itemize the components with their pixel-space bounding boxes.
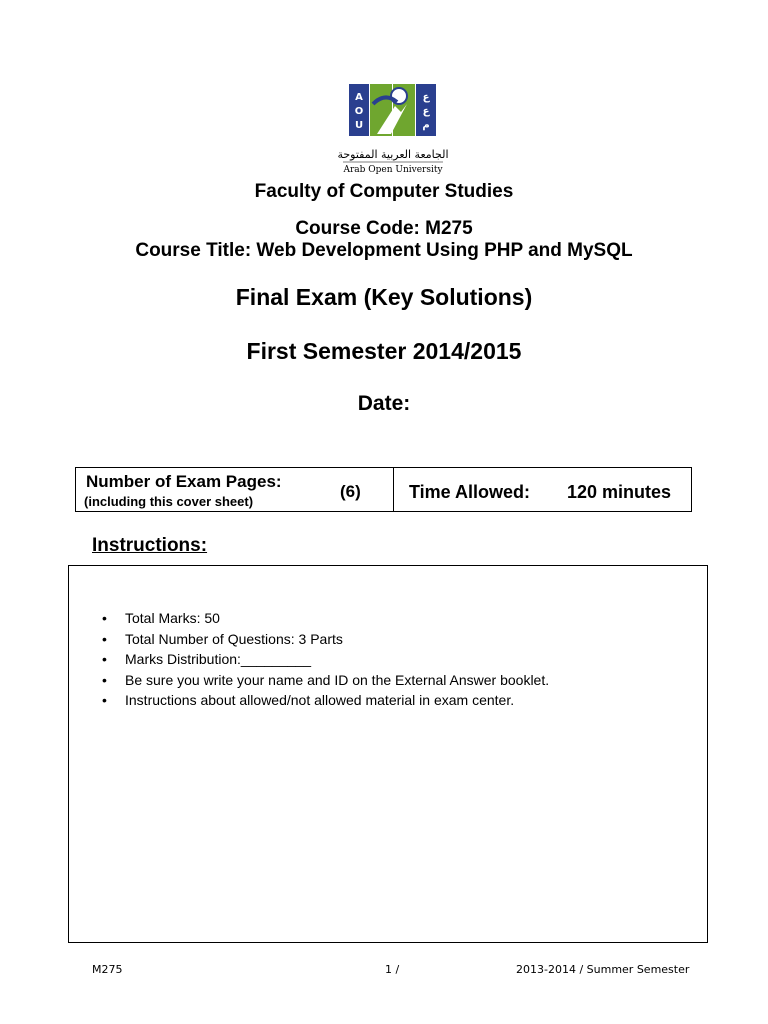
list-item — [102, 690, 549, 711]
time-allowed-cell — [394, 468, 691, 511]
exam-pages-value: (6) — [340, 482, 361, 501]
exam-info-table — [75, 467, 692, 512]
list-item — [102, 670, 549, 691]
svg-text:A: A — [355, 92, 363, 103]
note-text: including this cover sheet — [88, 494, 249, 509]
list-item — [102, 649, 549, 670]
svg-text:Arab Open University: Arab Open University — [343, 165, 443, 175]
university-logo — [337, 82, 449, 177]
instructions-list — [102, 608, 549, 711]
list-item — [102, 629, 549, 650]
exam-pages-label: Number of Exam Pages: — [86, 472, 282, 491]
semester: First Semester 2014/2015 — [246, 338, 522, 364]
note-close-paren: ) — [248, 494, 254, 509]
instruction-text: Marks Distribution:_________ — [125, 651, 311, 667]
footer-page-number: 1 / — [385, 963, 400, 976]
instructions-box — [68, 565, 708, 943]
course-title: Course Title: Web Development Using PHP and MySQL — [135, 240, 633, 261]
date-label: Date: — [357, 392, 411, 415]
bullet-icon: • — [102, 610, 107, 626]
instruction-text: Total Marks: 50 — [125, 610, 220, 626]
time-allowed-label: Time Allowed: — [409, 482, 531, 502]
bullet-icon: • — [102, 671, 107, 688]
exam-pages-cell — [76, 468, 394, 511]
instruction-text: Total Number of Questions: 3 Parts — [125, 630, 343, 647]
bullet-icon: • — [102, 692, 107, 708]
exam-title: Final Exam (Key Solutions) — [235, 284, 533, 310]
exam-pages-note — [84, 494, 253, 509]
instructions-heading: Instructions: — [92, 535, 208, 556]
svg-text:O: O — [354, 106, 364, 117]
svg-text:U: U — [354, 120, 364, 131]
svg-text:ع: ع — [422, 92, 430, 103]
bullet-icon: • — [102, 630, 107, 647]
instruction-text: Instructions about allowed/not allowed material in exam center. — [125, 692, 515, 708]
svg-text:م: م — [422, 120, 430, 131]
bullet-icon: • — [102, 651, 107, 667]
instruction-text: Be sure you write your name and ID on the External Answer booklet. — [125, 671, 550, 688]
svg-text:ع: ع — [422, 106, 430, 117]
course-code: Course Code: M275 — [295, 218, 473, 239]
faculty-name: Faculty of Computer Studies — [254, 181, 514, 202]
svg-text:الجامعة العربية المفتوحة: الجامعة العربية المفتوحة — [337, 148, 449, 161]
list-item — [102, 608, 549, 629]
footer-course: M275 — [92, 963, 123, 976]
note-open-paren: ( — [84, 494, 89, 509]
footer-semester: 2013-2014 / Summer Semester — [516, 963, 690, 976]
time-allowed-value: 120 minutes — [567, 482, 672, 502]
